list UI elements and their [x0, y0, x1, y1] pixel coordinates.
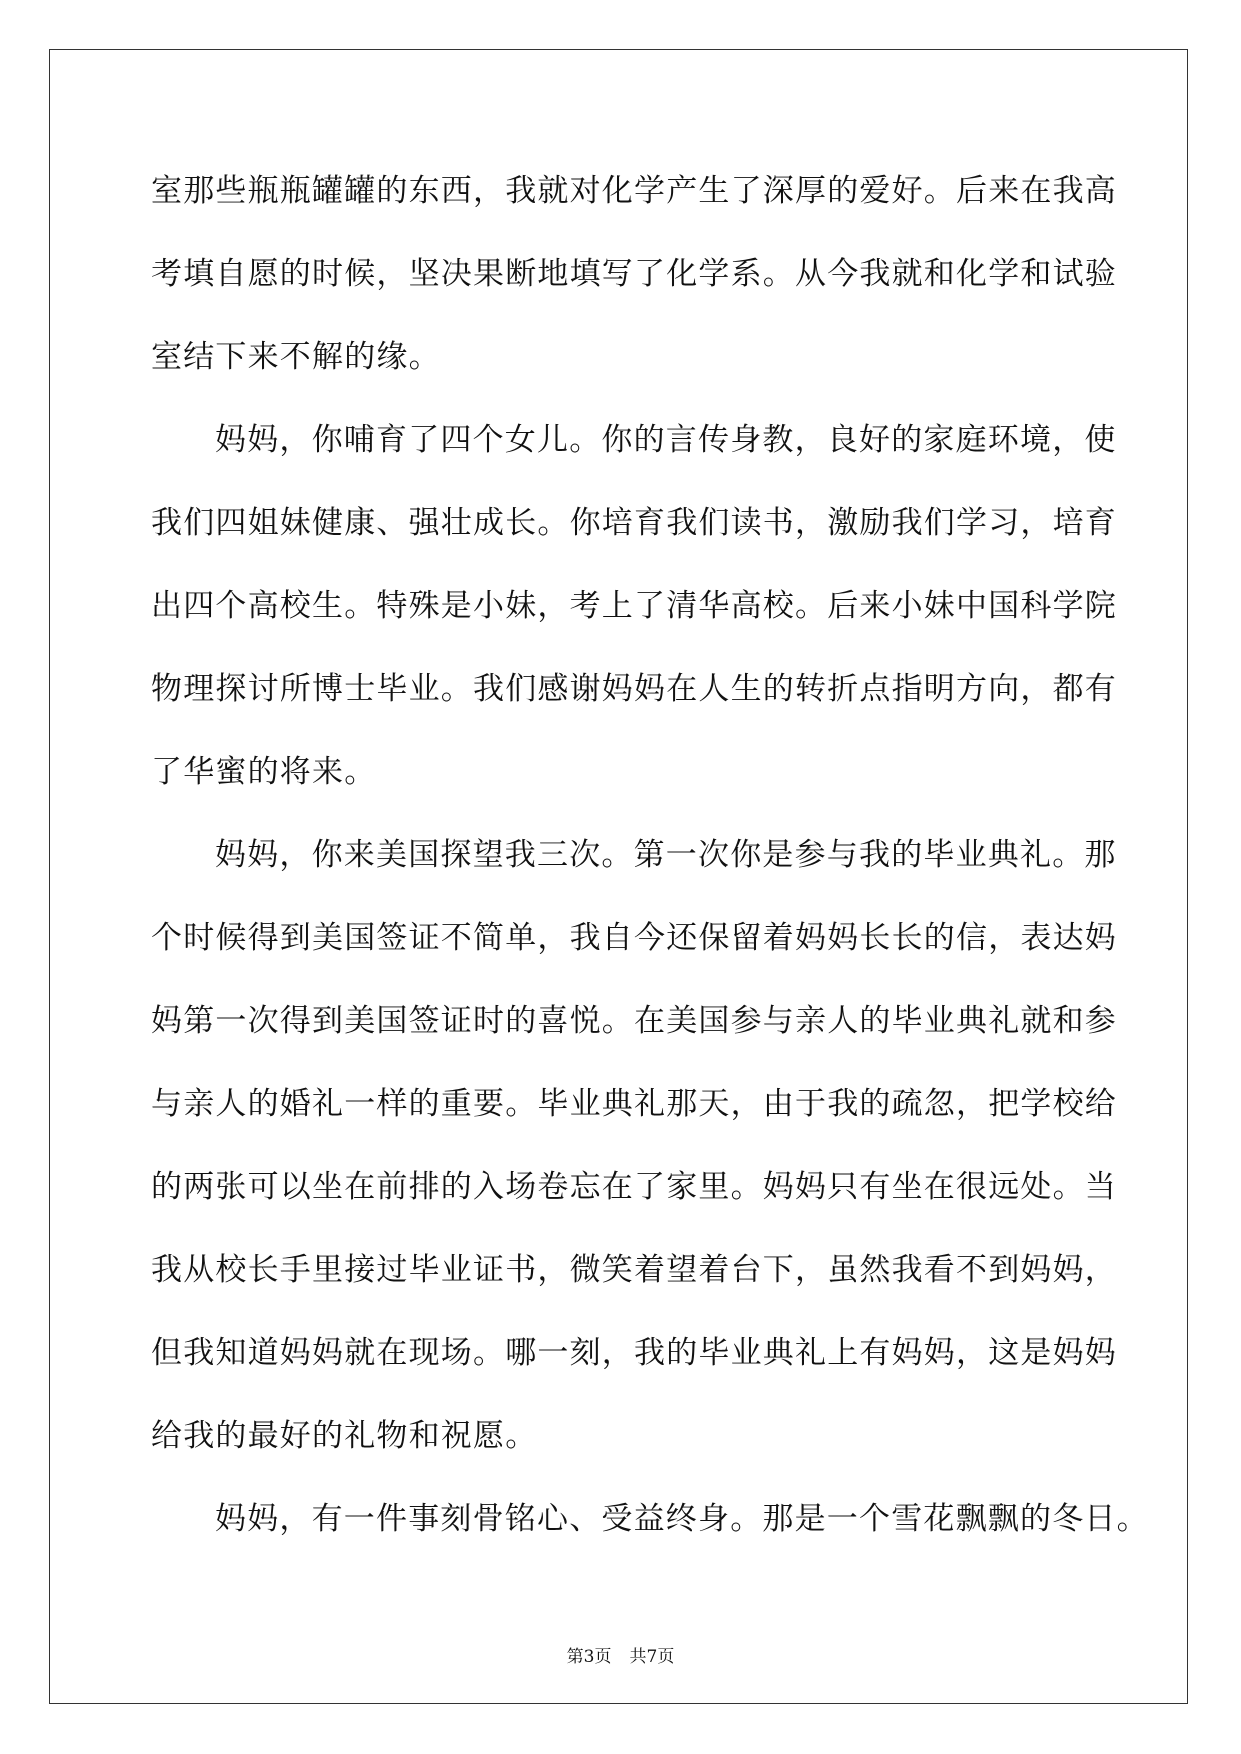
page-footer: [0, 1642, 1241, 1667]
text-line: 物理探讨所博士毕业。我们感谢妈妈在人生的转折点指明方向，都有: [151, 671, 1117, 707]
paragraph-start-line: 妈妈，你来美国探望我三次。第一次你是参与我的毕业典礼。那: [215, 837, 1117, 873]
text-line: 了华蜜的将来。: [151, 754, 377, 790]
text-line: 出四个高校生。特殊是小妹，考上了清华高校。后来小妹中国科学院: [151, 588, 1117, 624]
text-line: 室那些瓶瓶罐罐的东西，我就对化学产生了深厚的爱好。后来在我高: [151, 173, 1117, 209]
total-pages-label: 共7页: [629, 1647, 675, 1667]
text-line: 给我的最好的礼物和祝愿。: [151, 1418, 538, 1454]
text-line: 我们四姐妹健康、强壮成长。你培育我们读书，激励我们学习，培育: [151, 505, 1117, 541]
text-line: 个时候得到美国签证不简单，我自今还保留着妈妈长长的信，表达妈: [151, 920, 1117, 956]
text-line: 室结下来不解的缘。: [151, 339, 441, 375]
paragraph-start-line: 妈妈，你哺育了四个女儿。你的言传身教，良好的家庭环境，使: [215, 422, 1117, 458]
paragraph-start-line: 妈妈，有一件事刻骨铭心、受益终身。那是一个雪花飘飘的冬日。: [215, 1501, 1149, 1537]
current-page-label: 第3页: [566, 1647, 612, 1667]
text-line: 我从校长手里接过毕业证书，微笑着望着台下，虽然我看不到妈妈，: [151, 1252, 1117, 1288]
text-line: 妈第一次得到美国签证时的喜悦。在美国参与亲人的毕业典礼就和参: [151, 1003, 1117, 1039]
text-line: 与亲人的婚礼一样的重要。毕业典礼那天，由于我的疏忽，把学校给: [151, 1086, 1117, 1122]
text-line: 考填自愿的时候，坚决果断地填写了化学系。从今我就和化学和试验: [151, 256, 1117, 292]
text-line: 的两张可以坐在前排的入场卷忘在了家里。妈妈只有坐在很远处。当: [151, 1169, 1117, 1205]
document-body: [151, 158, 1149, 1569]
text-line: 但我知道妈妈就在现场。哪一刻，我的毕业典礼上有妈妈，这是妈妈: [151, 1335, 1117, 1371]
